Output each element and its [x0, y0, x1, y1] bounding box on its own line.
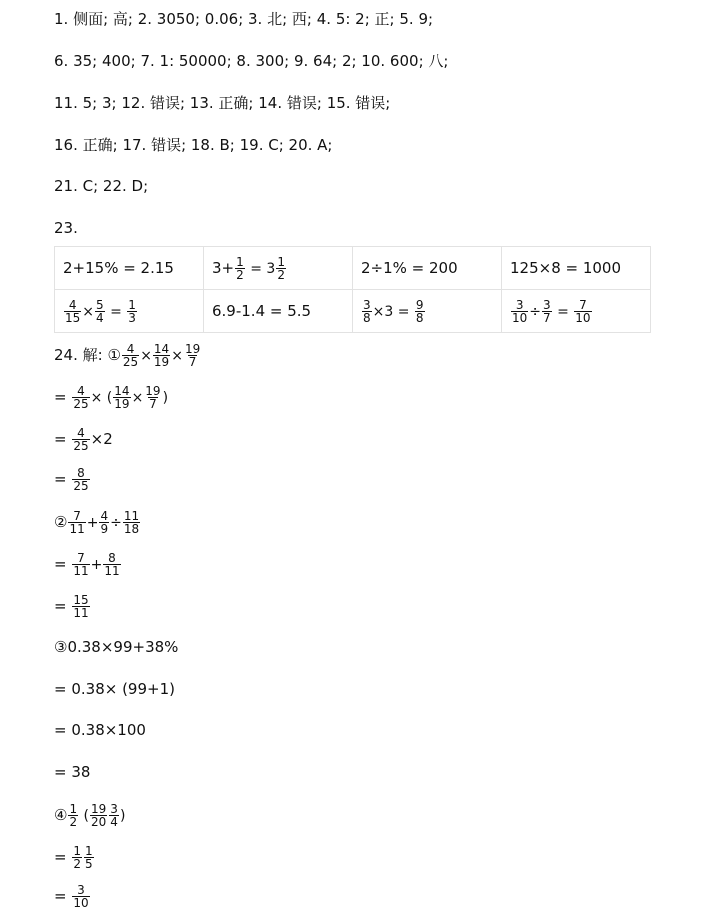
- fraction: $\frac{7}{11}$: [73, 551, 89, 578]
- answers-line-4: 16. 正确; 17. 错误; 18. B; 19. C; 20. A;: [54, 136, 333, 154]
- answers-line-2: 6. 35; 400; 7. 1: 50000; 8. 300; 9. 64; 2; 10. 600; 八;: [54, 52, 449, 70]
- fraction: $\frac{1}{2}$: [73, 844, 81, 871]
- q24-p2-line-3: = $\frac{15}{11}$: [54, 593, 89, 620]
- fraction: $\frac{1}{2}$: [236, 254, 244, 282]
- fraction: $\frac{8}{11}$: [104, 551, 120, 578]
- q24-p3-line-2: = 0.38× (99+1): [54, 680, 175, 698]
- q23-cell-8: $\frac{3}{10}$ ÷ $\frac{3}{7}$ = $\frac{7}{10}$: [502, 290, 651, 333]
- fraction: $\frac{19}{7}$: [184, 342, 201, 369]
- answers-line-5: 21. C; 22. D;: [54, 177, 149, 195]
- q24-p1-line-2: = $\frac{4}{25}$ × ( $\frac{14}{19}$ × $\frac{19}{7}$ ): [54, 384, 169, 411]
- fraction: $\frac{14}{19}$: [114, 384, 130, 411]
- q23-cell-4: 125×8 = 1000: [502, 247, 651, 290]
- q24-p2-line-1: ② $\frac{7}{11}$ + $\frac{4}{9}$ ÷ $\frac{11}{18}$: [54, 509, 140, 536]
- fraction: $\frac{15}{11}$: [73, 593, 89, 620]
- q24-p2-line-2: = $\frac{7}{11}$ + $\frac{8}{11}$: [54, 551, 120, 578]
- fraction: $\frac{5}{4}$: [96, 297, 104, 325]
- fraction: $\frac{4}{9}$: [100, 509, 109, 536]
- fraction: $\frac{1}{2}$: [69, 802, 78, 829]
- fraction: $\frac{1}{5}$: [84, 844, 93, 871]
- fraction: $\frac{14}{19}$: [153, 342, 170, 369]
- fraction: $\frac{4}{25}$: [73, 384, 89, 411]
- fraction: $\frac{7}{10}$: [575, 297, 591, 325]
- fraction: $\frac{4}{25}$: [122, 342, 139, 369]
- q23-label: 23.: [54, 219, 78, 237]
- q23-cell-5: $\frac{4}{15}$ × $\frac{5}{4}$ = $\frac{1}{3}$: [55, 290, 204, 333]
- q24-p1-line-3: = $\frac{4}{25}$ ×2: [54, 426, 113, 453]
- fraction: $\frac{7}{11}$: [69, 509, 85, 536]
- q23-table: [54, 246, 651, 333]
- fraction: $\frac{1}{2}$: [277, 254, 285, 282]
- q23-cell-1: 2+15% = 2.15: [55, 247, 204, 290]
- answers-line-1: 1. 侧面; 高; 2. 3050; 0.06; 3. 北; 西; 4. 5: 2; 正; 5. 9;: [54, 10, 434, 28]
- table-row: [55, 290, 651, 333]
- q24-p3-line-3: = 0.38×100: [54, 721, 146, 739]
- q23-cell-6: 6.9-1.4 = 5.5: [204, 290, 353, 333]
- q24-p3-line-1: ③0.38×99+38%: [54, 638, 179, 656]
- fraction: $\frac{19}{20}$: [91, 802, 107, 829]
- q24-p4-line-3: = $\frac{3}{10}$: [54, 883, 89, 910]
- q23-cell-7: $\frac{3}{8}$ ×3 = $\frac{9}{8}$: [353, 290, 502, 333]
- fraction: $\frac{4}{25}$: [73, 426, 89, 453]
- q24-p4-line-2: = $\frac{1}{2}$ $\frac{1}{5}$: [54, 844, 93, 871]
- fraction: $\frac{8}{25}$: [73, 466, 89, 493]
- q24-p3-line-4: = 38: [54, 763, 91, 781]
- q23-cell-2: 3+ $\frac{1}{2}$ = 3 $\frac{1}{2}$: [204, 247, 353, 290]
- q24-p1-line-1: 24. 解: ① $\frac{4}{25}$ × $\frac{14}{19}$ × $\frac{19}{7}$: [54, 342, 201, 369]
- fraction: $\frac{3}{8}$: [363, 297, 371, 325]
- fraction: $\frac{3}{10}$: [73, 883, 89, 910]
- fraction: $\frac{9}{8}$: [415, 297, 424, 325]
- answers-line-3: 11. 5; 3; 12. 错误; 13. 正确; 14. 错误; 15. 错误;: [54, 94, 391, 112]
- fraction: $\frac{3}{10}$: [512, 297, 528, 325]
- q24-p4-line-1: ④ $\frac{1}{2}$ ( $\frac{19}{20}$ $\frac{3}{4}$ ): [54, 802, 126, 829]
- table-row: [55, 247, 651, 290]
- q24-p1-line-4: = $\frac{8}{25}$: [54, 466, 89, 493]
- fraction: $\frac{3}{4}$: [110, 802, 118, 829]
- fraction: $\frac{1}{3}$: [128, 297, 136, 325]
- q23-cell-3: 2÷1% = 200: [353, 247, 502, 290]
- fraction: $\frac{19}{7}$: [145, 384, 161, 411]
- fraction: $\frac{4}{15}$: [65, 297, 81, 325]
- fraction: $\frac{3}{7}$: [543, 297, 551, 325]
- fraction: $\frac{11}{18}$: [123, 509, 140, 536]
